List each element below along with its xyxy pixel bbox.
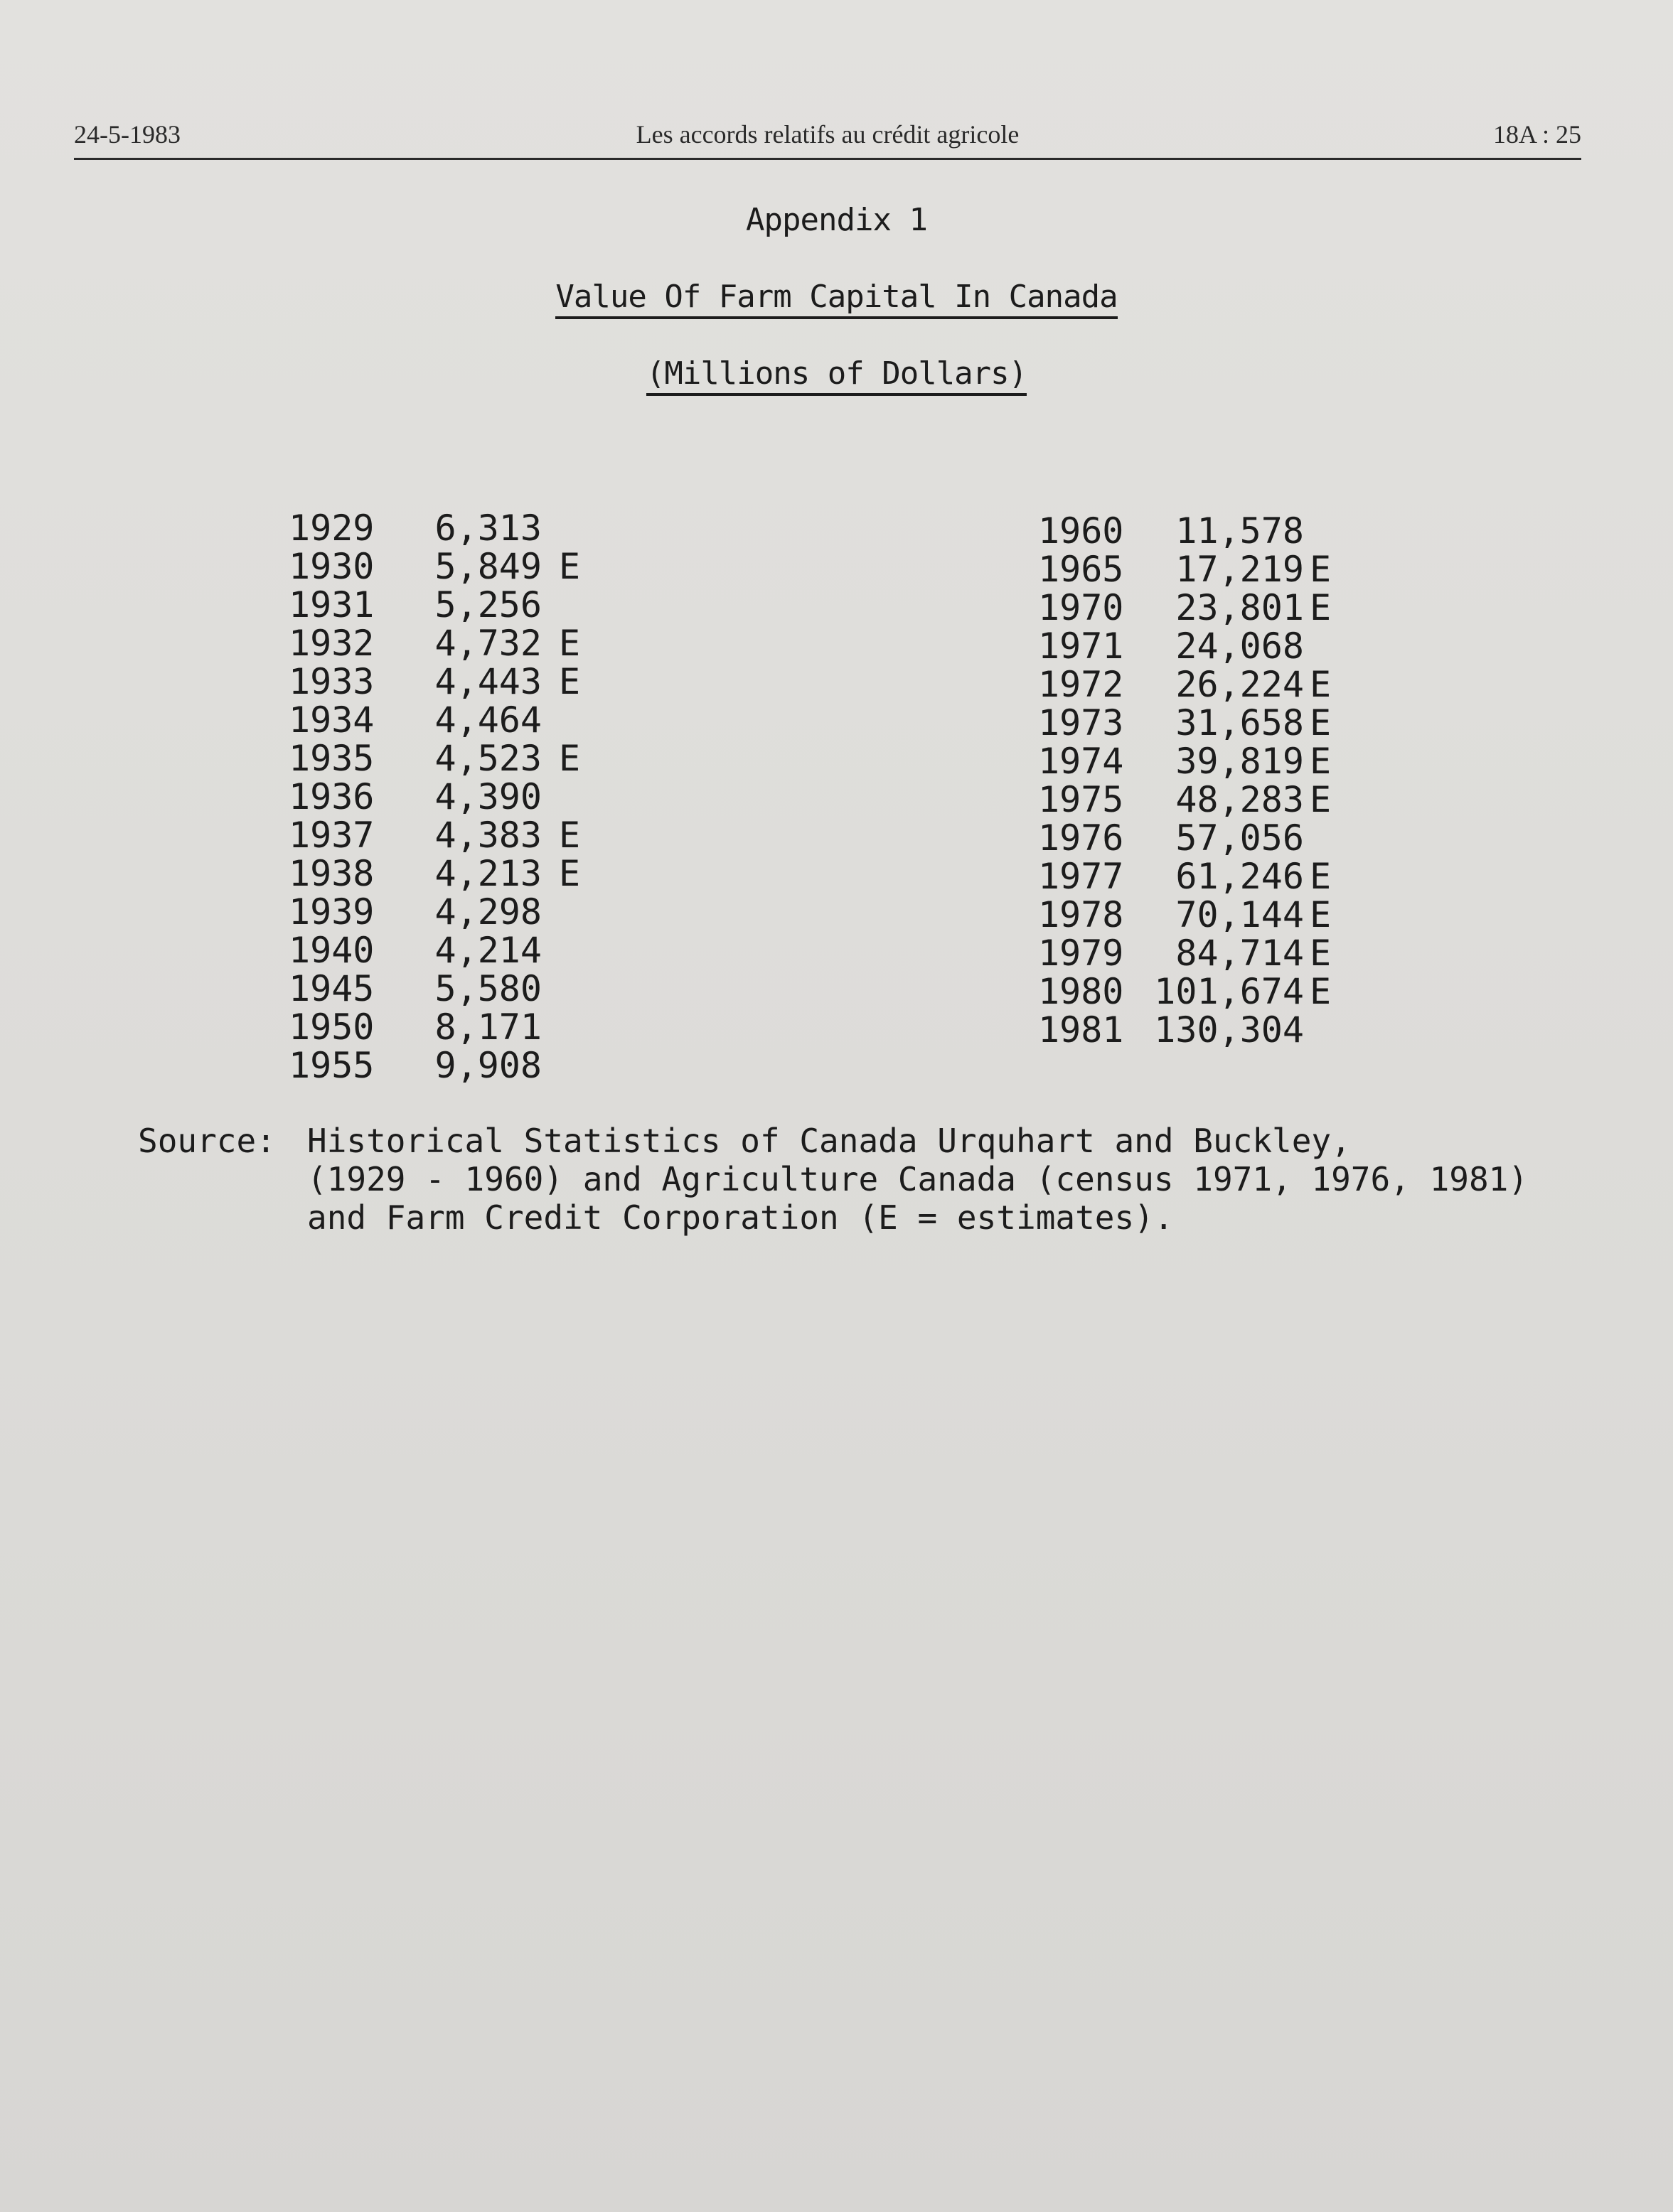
appendix-heading [0,202,1673,238]
value-cell: 4,390 [434,776,542,817]
year-cell: 1936 [289,776,375,817]
table-row [1038,550,1351,589]
value-cell: 61,246 [1175,856,1304,897]
table-row [1038,972,1351,1011]
year-cell: 1960 [1038,510,1124,552]
estimate-flag: E [1310,971,1332,1012]
value-cell: 4,443 [434,661,542,702]
appendix-title [0,279,1673,319]
estimate-flag: E [1310,933,1332,974]
year-cell: 1929 [289,508,375,549]
appendix-heading-text: Appendix 1 [746,202,927,238]
value-cell: 5,849 [434,546,542,587]
estimate-flag: E [559,738,581,779]
table-row [1038,819,1351,857]
estimate-flag: E [559,623,581,664]
table-row [1038,627,1351,665]
table-row [289,1046,587,1085]
table-row [289,701,587,739]
value-cell: 6,313 [434,508,542,549]
year-cell: 1931 [289,584,375,626]
table-row [289,931,587,970]
year-cell: 1965 [1038,549,1124,590]
value-cell: 17,219 [1175,549,1304,590]
value-cell: 84,714 [1175,933,1304,974]
table-row [1038,512,1351,550]
year-cell: 1932 [289,623,375,664]
value-cell: 39,819 [1175,741,1304,782]
table-row [1038,857,1351,896]
table-row [1038,665,1351,704]
value-cell: 4,213 [434,853,542,894]
value-cell: 4,298 [434,891,542,933]
value-cell: 31,658 [1175,702,1304,743]
table-row [289,624,587,662]
value-cell: 8,171 [434,1006,542,1048]
year-cell: 1935 [289,738,375,779]
table-row [289,893,587,931]
estimate-flag: E [559,546,581,587]
table-row [1038,742,1351,780]
value-cell: 9,908 [434,1045,542,1086]
source-body [307,1122,1658,1237]
appendix-title-text: Value Of Farm Capital In Canada [555,279,1117,319]
value-cell: 4,732 [434,623,542,664]
estimate-flag: E [1310,549,1332,590]
table-row [1038,704,1351,742]
header-rule [74,158,1581,160]
year-cell: 1933 [289,661,375,702]
year-cell: 1939 [289,891,375,933]
farm-capital-table-left [289,509,587,1085]
table-row [1038,780,1351,819]
value-cell: 48,283 [1175,779,1304,820]
header-page-ref: 18A : 25 [1492,120,1581,149]
header-title: Les accords relatifs au crédit agricole [636,120,1020,149]
source-line: Historical Statistics of Canada Urquhart and Buckley, [307,1122,1351,1160]
estimate-flag: E [1310,856,1332,897]
year-cell: 1973 [1038,702,1124,743]
table-row [1038,1011,1351,1049]
value-cell: 26,224 [1175,664,1304,705]
appendix-subtitle-text: (Millions of Dollars) [646,355,1027,396]
year-cell: 1978 [1038,894,1124,935]
table-row [1038,589,1351,627]
value-cell: 4,214 [434,930,542,971]
year-cell: 1972 [1038,664,1124,705]
value-cell: 101,674 [1154,971,1304,1012]
value-cell: 5,580 [434,968,542,1009]
estimate-flag: E [559,661,581,702]
value-cell: 11,578 [1175,510,1304,552]
table-row [289,547,587,586]
estimate-flag: E [1310,741,1332,782]
value-cell: 4,383 [434,815,542,856]
estimate-flag: E [559,853,581,894]
value-cell: 4,464 [434,699,542,741]
value-cell: 23,801 [1175,587,1304,628]
running-header [74,119,1581,156]
year-cell: 1937 [289,815,375,856]
table-row [289,739,587,778]
value-cell: 24,068 [1175,626,1304,667]
value-cell: 5,256 [434,584,542,626]
year-cell: 1934 [289,699,375,741]
table-row [289,586,587,624]
year-cell: 1950 [289,1006,375,1048]
year-cell: 1930 [289,546,375,587]
year-cell: 1981 [1038,1009,1124,1051]
value-cell: 70,144 [1175,894,1304,935]
estimate-flag: E [559,815,581,856]
table-row [289,970,587,1008]
value-cell: 130,304 [1154,1009,1304,1051]
year-cell: 1977 [1038,856,1124,897]
year-cell: 1980 [1038,971,1124,1012]
source-line: (1929 - 1960) and Agriculture Canada (census 1971, 1976, 1981) [307,1160,1529,1198]
source-label: Source: [138,1122,276,1160]
value-cell: 57,056 [1175,817,1304,859]
value-cell: 4,523 [434,738,542,779]
table-row [1038,934,1351,972]
estimate-flag: E [1310,779,1332,820]
header-date: 24-5-1983 [74,120,181,149]
year-cell: 1970 [1038,587,1124,628]
source-line: and Farm Credit Corporation (E = estimates). [307,1198,1174,1237]
estimate-flag: E [1310,587,1332,628]
table-row [289,509,587,547]
farm-capital-table-right [1038,512,1351,1049]
estimate-flag: E [1310,664,1332,705]
estimate-flag: E [1310,894,1332,935]
year-cell: 1974 [1038,741,1124,782]
table-row [289,1008,587,1046]
appendix-subtitle [0,355,1673,396]
year-cell: 1945 [289,968,375,1009]
year-cell: 1976 [1038,817,1124,859]
estimate-flag: E [1310,702,1332,743]
year-cell: 1979 [1038,933,1124,974]
year-cell: 1938 [289,853,375,894]
year-cell: 1975 [1038,779,1124,820]
table-row [289,816,587,854]
year-cell: 1955 [289,1045,375,1086]
table-row [289,854,587,893]
year-cell: 1971 [1038,626,1124,667]
table-row [289,778,587,816]
year-cell: 1940 [289,930,375,971]
table-row [289,662,587,701]
table-row [1038,896,1351,934]
